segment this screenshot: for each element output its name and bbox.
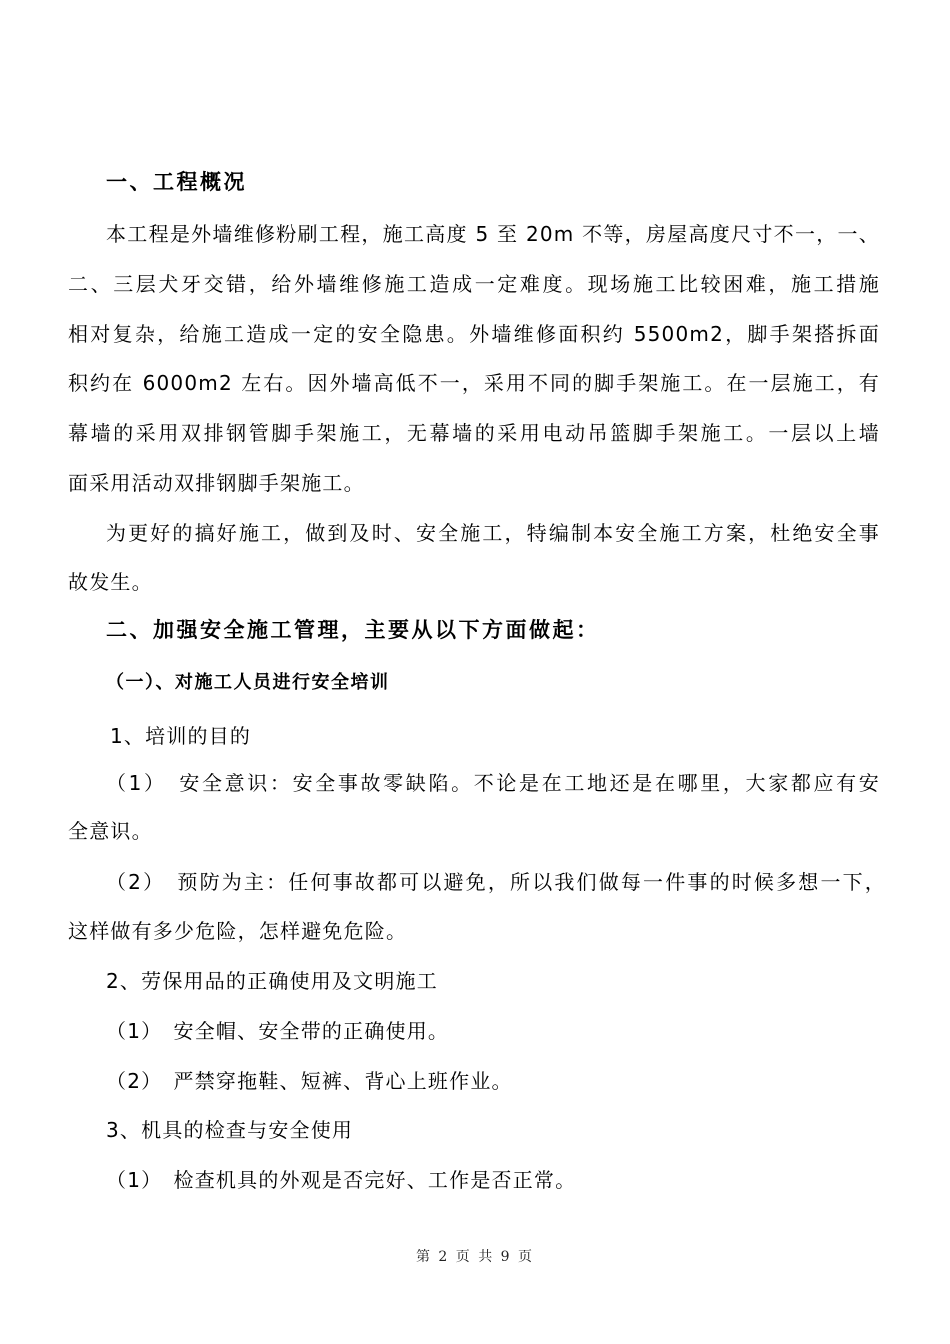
paragraph-line: 幕墙的采用双排钢管脚手架施工，无幕墙的采用电动吊篮脚手架施工。一层以上墙	[68, 421, 880, 445]
list-heading: 2、劳保用品的正确使用及文明施工	[106, 969, 438, 993]
paragraph-line: 故发生。	[68, 570, 153, 594]
list-item: （1） 安全意识：安全事故零缺陷。不论是在工地还是在哪里，大家都应有安	[106, 771, 880, 795]
paragraph-line: 面采用活动双排钢脚手架施工。	[68, 471, 365, 495]
section-heading-1: 一、工程概况	[106, 170, 247, 194]
list-item: （1） 安全帽、安全带的正确使用。	[106, 1019, 450, 1043]
list-item: （1） 检查机具的外观是否完好、工作是否正常。	[106, 1168, 577, 1192]
page-number-footer: 第 2 页 共 9 页	[415, 1249, 535, 1265]
paragraph-line: 这样做有多少危险，怎样避免危险。	[68, 919, 408, 943]
paragraph-line: 二、三层犬牙交错，给外墙维修施工造成一定难度。现场施工比较困难，施工措施	[68, 272, 880, 296]
paragraph-line: 为更好的搞好施工，做到及时、安全施工，特编制本安全施工方案，杜绝安全事	[106, 521, 880, 545]
list-item: （2） 预防为主：任何事故都可以避免，所以我们做每一件事的时候多想一下，	[106, 870, 886, 894]
paragraph-line: 积约在 6000m2 左右。因外墙高低不一，采用不同的脚手架施工。在一层施工，有	[68, 371, 880, 395]
paragraph-line: 全意识。	[68, 819, 153, 843]
paragraph-line: 本工程是外墙维修粉刷工程，施工高度 5 至 20m 不等，房屋高度尺寸不一，一、	[106, 222, 880, 246]
section-heading-2: 二、加强安全施工管理，主要从以下方面做起：	[106, 618, 600, 642]
list-item: （2） 严禁穿拖鞋、短裤、背心上班作业。	[106, 1069, 513, 1093]
paragraph-line: 相对复杂，给施工造成一定的安全隐患。外墙维修面积约 5500m2，脚手架搭拆面	[68, 322, 880, 346]
list-heading: 1、培训的目的	[110, 724, 252, 748]
list-heading: 3、机具的检查与安全使用	[106, 1118, 354, 1142]
subsection-heading: （一）、对施工人员进行安全培训	[106, 672, 390, 693]
